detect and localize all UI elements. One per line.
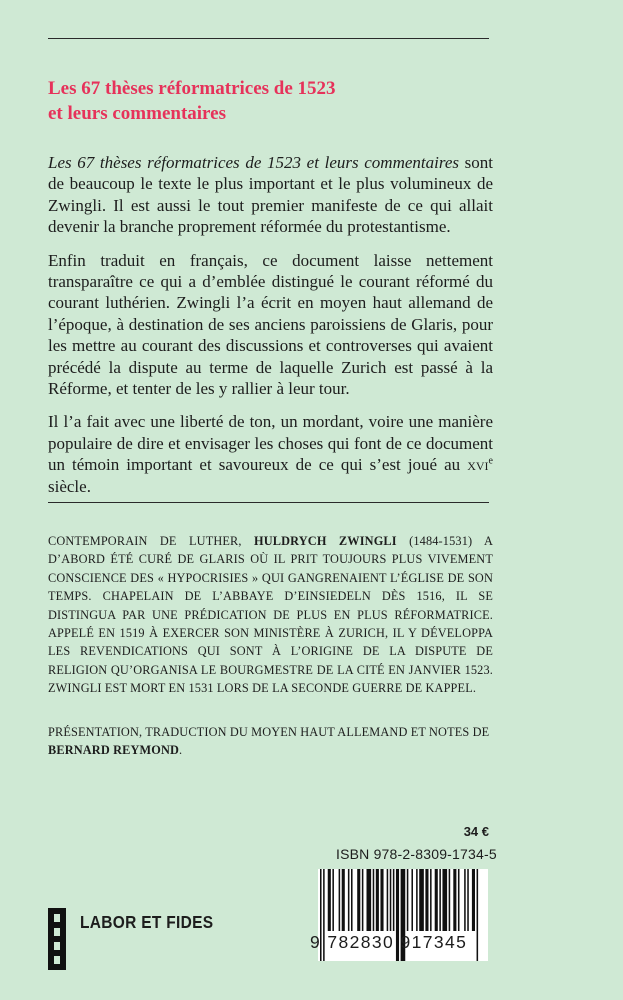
credits-post: . xyxy=(179,743,183,758)
barcode-bar xyxy=(380,869,383,931)
barcode-bar xyxy=(328,869,331,931)
bio-post: (1484-1531) A D’ABORD ÉTÉ CURÉ DE GLARIS OÙ IL PRIT TOUJOURS PLUS VIVEMENT CONSCIENCE DES « HYPOCRISIES » QUI GANGRENAIENT L’ÉGLISE DE SON TEMPS. CHAPELAIN DE L’ABBAYE D’EINSIEDELN DÈS 1516, IL SE DISTINGUA PAR UNE PRÉDICATION DE PLUS EN PLUS RÉFORMATRICE. APPELÉ EN 1519 À EXERCER SON MINISTÈRE À ZURICH, IL Y DÉVELOPPA LES REVENDICATIONS QUI SONT À L’ORIGINE DE LA DISPUTE DE RELIGION QU’ORGANISA LE BOURGMESTRE DE LA CITÉ EN JANVIER 1523. ZWINGLI EST MORT EN 1531 LORS DE LA SECONDE GUERRE DE KAPPEL. xyxy=(48,534,494,696)
barcode-bar xyxy=(411,869,413,931)
barcode-bar xyxy=(453,869,456,931)
barcode-bar xyxy=(357,869,360,931)
book-title xyxy=(48,76,508,126)
barcode-bar xyxy=(332,869,334,931)
barcode-bar xyxy=(430,869,432,931)
barcode-bar xyxy=(472,869,475,931)
barcode-bar xyxy=(458,869,460,931)
translator-name: BERNARD REYMOND xyxy=(48,743,180,758)
title-line-2: et leurs commentaires xyxy=(48,103,226,124)
barcode-bar xyxy=(342,869,345,931)
credits-paragraph xyxy=(48,723,493,760)
blurb-book-title: Les 67 thèses réformatrices de 1523 et leurs commentaires xyxy=(48,153,459,172)
barcode-bar xyxy=(425,869,428,931)
century-numeral: xvi xyxy=(467,455,489,475)
credits-pre: PRÉSENTATION, TRADUCTION DU MOYEN HAUT ALLEMAND ET NOTES DE xyxy=(48,725,490,739)
barcode-bar xyxy=(442,869,447,931)
barcode-bar xyxy=(449,869,451,931)
barcode-bar xyxy=(464,869,466,931)
price: 34 € xyxy=(463,824,489,839)
bio-paragraph xyxy=(48,532,493,698)
blurb-paragraph-3 xyxy=(48,411,493,497)
barcode-bar xyxy=(407,869,409,931)
barcode-bar xyxy=(376,869,379,931)
barcode-bar xyxy=(351,869,353,931)
blurb-p1-text: sont de beaucoup le texte le plus important et le plus volumineux de Zwingli. Il est aussi le tout premier manifeste de ce qui allait devenir la branche proprement réformée du protestantisme. xyxy=(48,153,493,237)
author-bio xyxy=(48,532,493,698)
isbn: ISBN 978-2-8309-1734-5 xyxy=(336,846,497,862)
barcode-bar xyxy=(439,869,441,931)
publisher-name: LABOR ET FIDES xyxy=(80,913,214,933)
middle-divider xyxy=(48,502,489,503)
credits xyxy=(48,723,493,760)
barcode-bar xyxy=(362,869,364,931)
barcode-bar xyxy=(435,869,438,931)
publisher-logo-icon xyxy=(48,908,66,970)
barcode-bar xyxy=(390,869,392,931)
blurb-paragraph-2: Enfin traduit en français, ce document laisse nettement transparaître ce qui a d’emblée distingué le courant réformé du courant luthérien. Zwingli l’a écrit en moyen haut allemand de l’époque, à destination de ses anciens paroissiens de Glaris, pour les mettre au courant des discussions et controverses qui avaient précédé la dispute au terme de laquelle Zurich est passé à la Réforme, et tenter de les y rallier à leur tour. xyxy=(48,250,493,399)
barcode-bar xyxy=(348,869,350,931)
century-superscript: e xyxy=(488,455,493,467)
barcode-digits: 9 782830 917345 xyxy=(310,932,468,952)
barcode-bar xyxy=(416,869,418,931)
title-line-1: Les 67 thèses réformatrices de 1523 xyxy=(48,78,336,99)
author-name: HULDRYCH ZWINGLI xyxy=(254,534,397,548)
barcode-bar xyxy=(387,869,389,931)
top-divider xyxy=(48,38,489,39)
blurb-p3-text: Il l’a fait avec une liberté de ton, un mordant, voire une manière populaire de dire et envisager les choses qui font de ce document un témoin important et savoureux de ce qui s’est joué au xyxy=(48,412,493,475)
barcode-bar xyxy=(373,869,375,931)
bio-pre: CONTEMPORAIN DE LUTHER, xyxy=(48,534,255,548)
barcode-bar xyxy=(393,869,395,931)
barcode-bar xyxy=(367,869,372,931)
barcode-bar xyxy=(467,869,469,931)
blurb-paragraph-1 xyxy=(48,152,493,238)
blurb xyxy=(48,152,493,497)
barcode-bar xyxy=(339,869,341,931)
barcode-bar xyxy=(419,869,424,931)
blurb-p3-end: siècle. xyxy=(48,476,91,496)
